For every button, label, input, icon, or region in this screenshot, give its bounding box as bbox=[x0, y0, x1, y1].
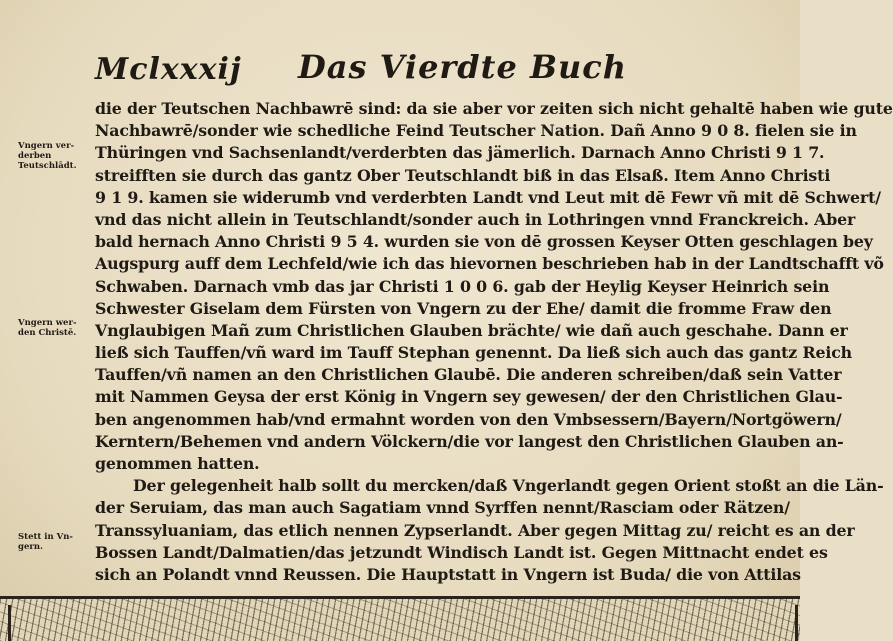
text-line: Bossen Landt/Dalmatien/das jetzundt Windisch Landt ist. Gegen Mittnacht endet es bbox=[95, 542, 828, 562]
text-line: 9 1 9. kamen sie widerumb vnd verderbten Landt vnd Leut mit dē Fewr vñ mit dē Schwert/ bbox=[95, 187, 881, 207]
text-line: Nachbawrē/sonder wie schedliche Feind Teutscher Nation. Dañ Anno 9 0 8. fielen sie in bbox=[95, 121, 857, 141]
text-line: bald hernach Anno Christi 9 5 4. wurden sie von dē grossen Keyser Otten geschlagen bey bbox=[95, 232, 873, 252]
margin-note: Vngern wer-den Christē. bbox=[18, 318, 77, 338]
text-line: der Seruiam, das man auch Sagatiam vnnd Syrffen nennt/Rasciam oder Rätzen/ bbox=[95, 498, 790, 518]
text-line: Kerntern/Behemen vnd andern Völckern/die vor langest den Christlichen Glauben an- bbox=[95, 431, 844, 451]
body-text bbox=[95, 98, 893, 586]
text-line: streifften sie durch das gantz Ober Teutschlandt biß in das Elsaß. Item Anno Christi bbox=[95, 165, 831, 185]
margin-note: Stett in Vn-gern. bbox=[18, 532, 73, 552]
text-line: mit Nammen Geysa der erst König in Vngern sey gewesen/ der den Christlichen Glau- bbox=[95, 387, 843, 407]
text-line: Tauffen/vñ namen an den Christlichen Glaubē. Die anderen schreiben/daß sein Vatter bbox=[95, 365, 842, 385]
text-line: Schwaben. Darnach vmb das jar Christi 1 0 0 6. gab der Heylig Keyser Heinrich sein bbox=[95, 276, 830, 296]
text-line: sich an Polandt vnnd Reussen. Die Hauptstatt in Vngern ist Buda/ die von Attilas bbox=[95, 564, 801, 584]
text-line: Der gelegenheit halb sollt du mercken/daß Vngerlandt gegen Orient stoßt an die Län- bbox=[133, 476, 884, 496]
text-line: ließ sich Tauffen/vñ ward im Tauff Stephan genennt. Da ließ sich auch das gantz Reich bbox=[95, 343, 853, 363]
text-line: vnd das nicht allein in Teutschlandt/sonder auch in Lothringen vnnd Franckreich. Aber bbox=[95, 209, 856, 229]
text-line: Schwester Giselam dem Fürsten von Vngern zu der Ehe/ damit die fromme Fraw den bbox=[95, 298, 832, 318]
text-line: Vnglaubigen Mañ zum Christlichen Glauben brächte/ wie dañ auch geschahe. Dann er bbox=[95, 320, 848, 340]
folio-number: Mclxxxij bbox=[95, 52, 242, 87]
text-line: Augspurg auff dem Lechfeld/wie ich das hievornen beschrieben hab in der Landtschafft võ bbox=[95, 254, 884, 274]
woodcut-frame bbox=[8, 605, 798, 641]
margin-note: Vngern ver-derben Teutschlādt. bbox=[18, 141, 77, 171]
woodcut-illustration bbox=[0, 596, 800, 641]
text-line: Transsyluaniam, das etlich nennen Zypserlandt. Aber gegen Mittag zu/ reicht es an der bbox=[95, 520, 855, 540]
text-line: genommen hatten. bbox=[95, 454, 260, 473]
text-line: ben angenommen hab/vnd ermahnt worden von den Vmbsessern/Bayern/Nortgöwern/ bbox=[95, 409, 842, 429]
running-title: Das Vierdte Buch bbox=[298, 48, 627, 86]
text-line: Thüringen vnd Sachsenlandt/verderbten das jämerlich. Darnach Anno Christi 9 1 7. bbox=[95, 143, 825, 163]
text-line: die der Teutschen Nachbawrē sind: da sie aber vor zeiten sich nicht gehaltē haben wie gute bbox=[95, 99, 893, 118]
